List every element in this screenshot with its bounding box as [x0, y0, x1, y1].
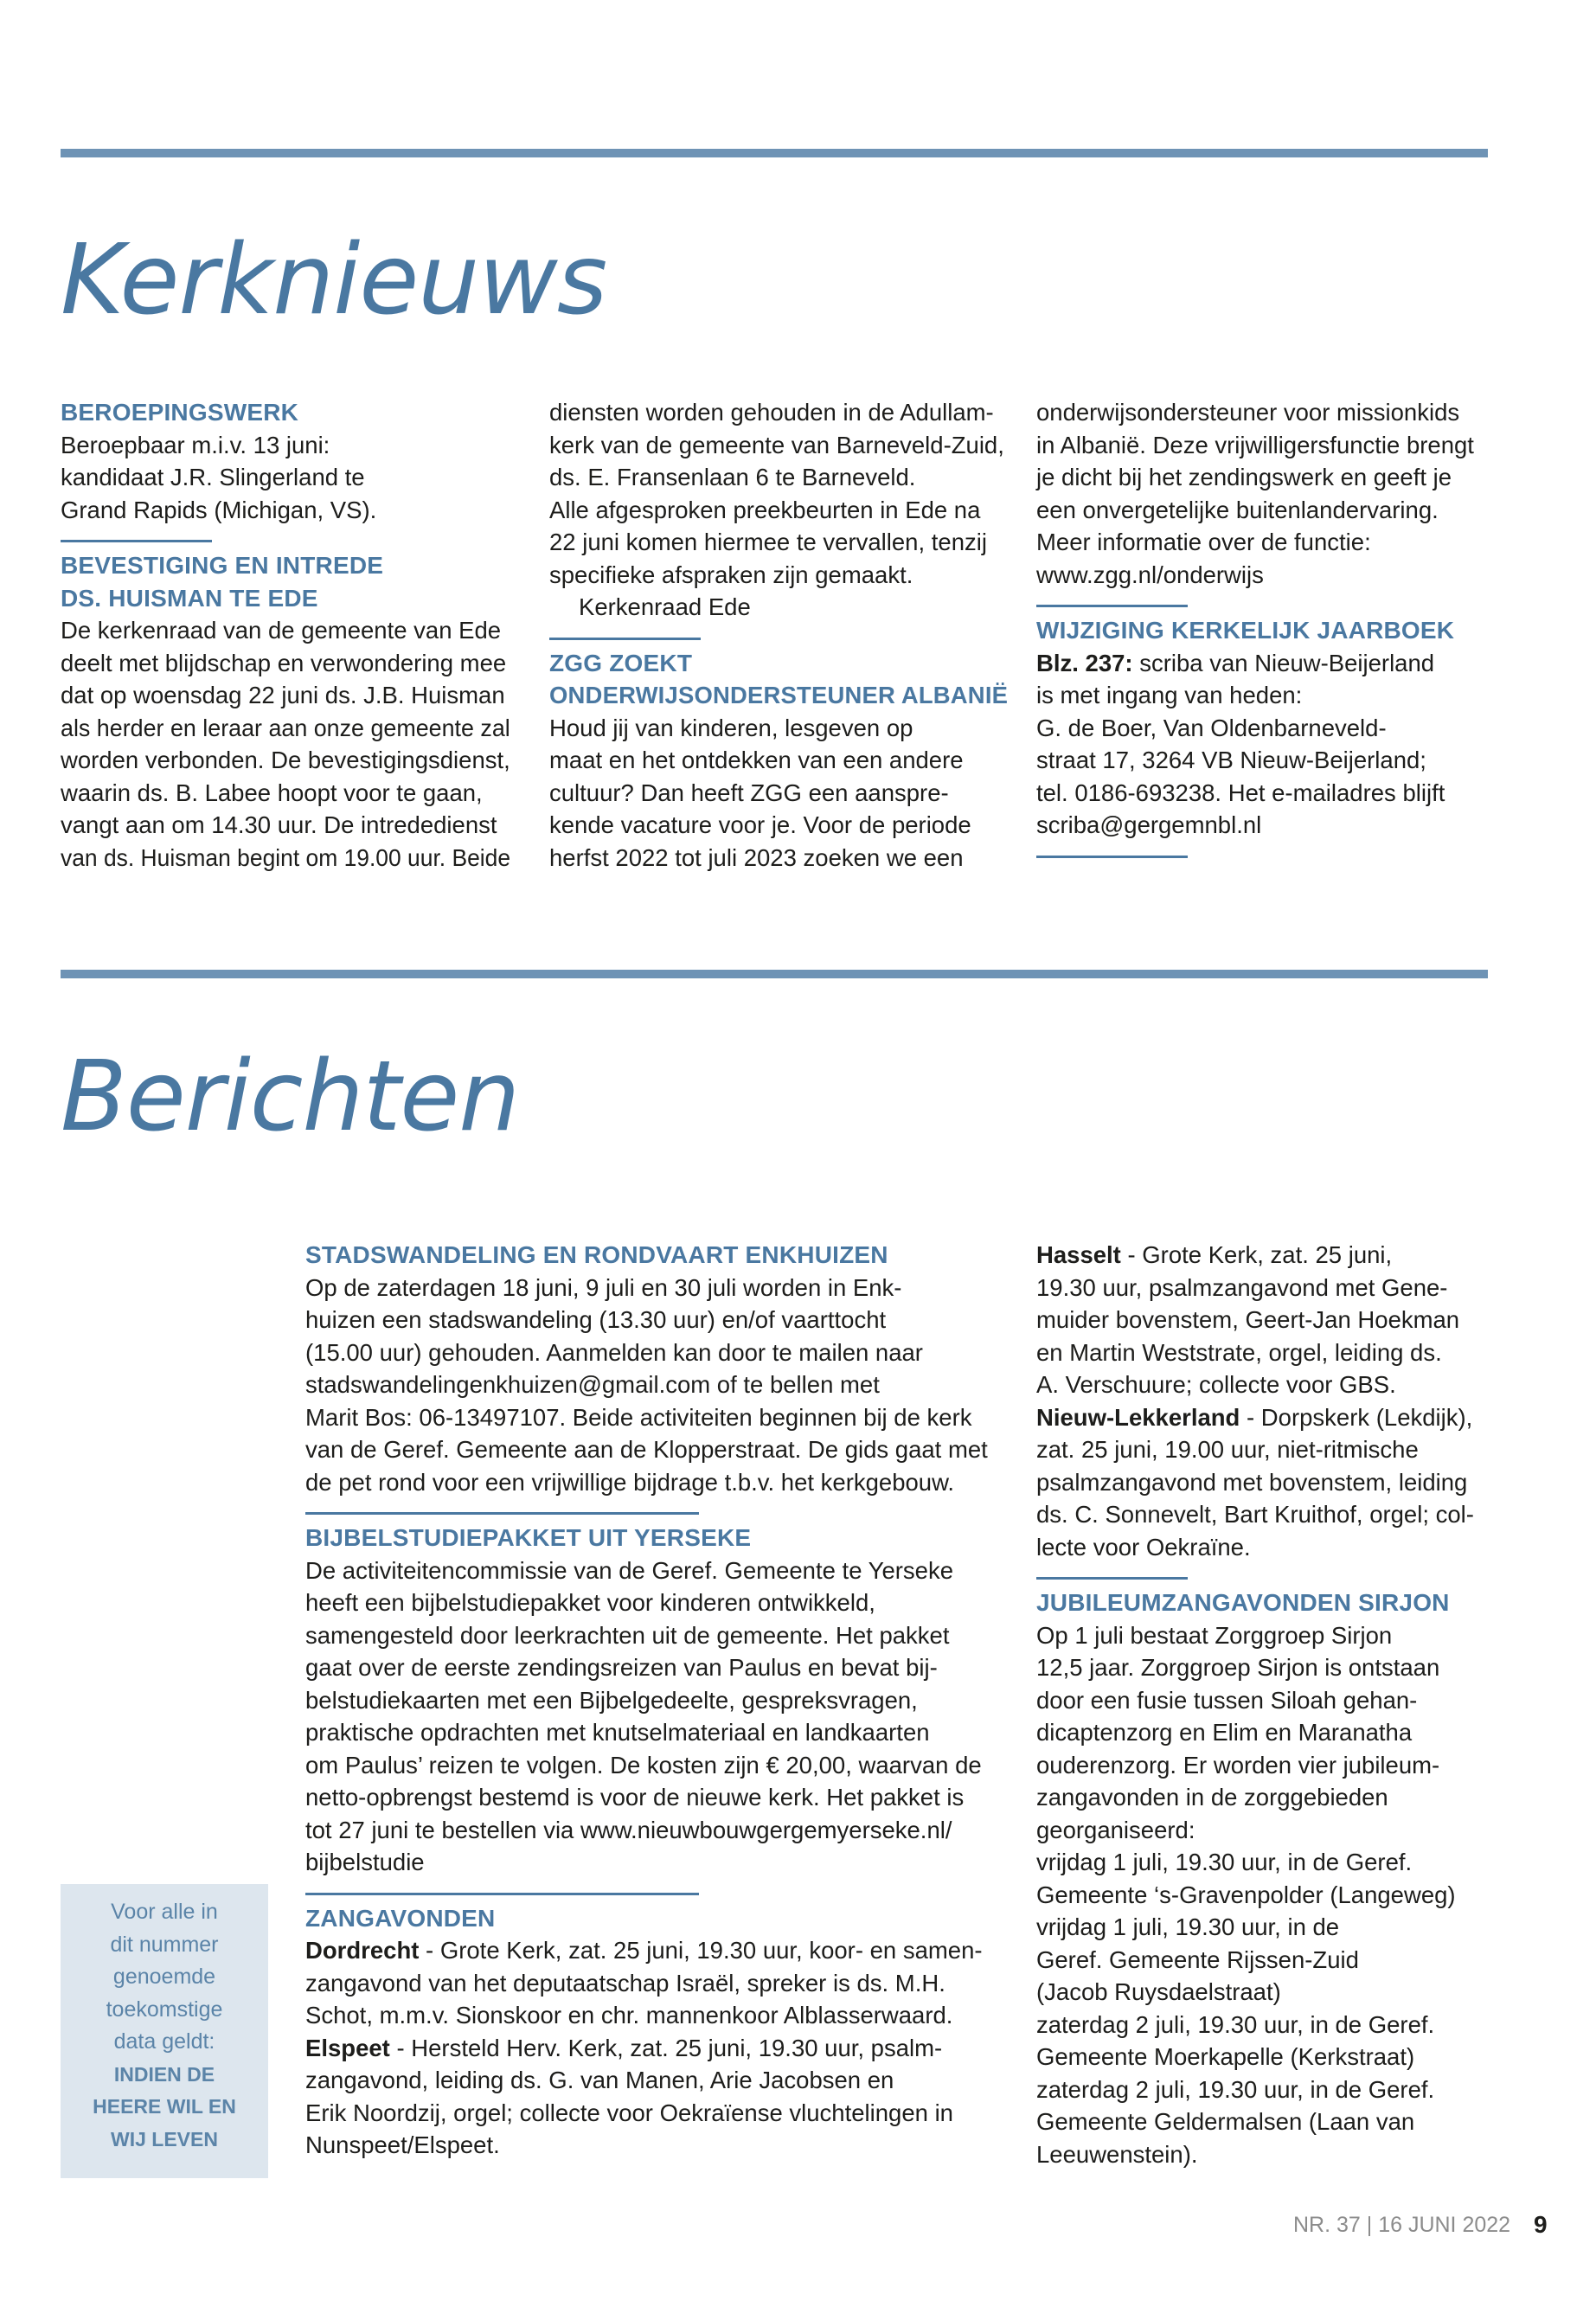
text-line: om Paulus’ reizen te volgen. De kosten zijn € 20,00, waarvan de	[305, 1751, 982, 1779]
heading-bevestiging-line-1: BEVESTIGING EN INTREDE	[61, 552, 384, 579]
text-line: Grand Rapids (Michigan, VS).	[61, 496, 377, 523]
article-separator	[305, 1512, 699, 1515]
kerknieuws-column-2	[549, 396, 1008, 874]
text-line: zangavond van het deputaatschap Israël, spreker is ds. M.H.	[305, 1969, 945, 1997]
text-line: Leeuwenstein).	[1036, 2140, 1198, 2168]
text-line: deelt met blijdschap en verwondering mee	[61, 649, 507, 676]
article-separator	[305, 1893, 699, 1895]
sidebar-bold-line: HEERE WIL EN	[93, 2095, 236, 2118]
page-number: 9	[1534, 2211, 1548, 2238]
text-line: worden verbonden. De bevestigingsdienst,	[61, 747, 510, 773]
text-line: zaterdag 2 juli, 19.30 uur, in de Geref.	[1036, 2075, 1435, 2103]
text-line: cultuur? Dan heeft ZGG een aanspre-	[549, 779, 949, 806]
text-line: dat op woensdag 22 juni ds. J.B. Huisman	[61, 682, 505, 708]
text-line: herfst 2022 tot juli 2023 zoeken we een	[549, 843, 964, 871]
text-line: zat. 25 juni, 19.00 uur, niet-ritmische	[1036, 1436, 1419, 1463]
text-line: 22 juni komen hiermee te vervallen, tenzij	[549, 529, 987, 555]
text-line: bijbelstudie	[305, 1849, 425, 1875]
text-line: ouderenzorg. Er worden vier jubileum-	[1036, 1751, 1440, 1779]
text-line: als herder en leraar aan onze gemeente zal	[61, 714, 510, 741]
text-line: 12,5 jaar. Zorggroep Sirjon is ontstaan	[1036, 1654, 1440, 1681]
text-line: zangavonden in de zorggebieden	[1036, 1784, 1388, 1811]
text-line: Houd jij van kinderen, lesgeven op	[549, 714, 913, 741]
text-line	[1036, 647, 1503, 680]
text-line: De activiteitencommissie van de Geref. Gemeente te Yerseke	[305, 1556, 953, 1584]
text-line: G. de Boer, Van Oldenbarneveld-	[1036, 714, 1387, 741]
lekkerland-text: - Dorpskerk (Lekdijk),	[1240, 1403, 1473, 1431]
text-line: de pet rond voor een vrijwillige bijdrage t.b.v. het kerkgebouw.	[305, 1468, 955, 1496]
text-line: in Albanië. Deze vrijwilligersfunctie brengt	[1036, 431, 1474, 458]
text-line: muider bovenstem, Geert-Jan Hoekman	[1036, 1306, 1460, 1333]
article-separator	[1036, 605, 1188, 607]
sidebar-bold-line: WIJ LEVEN	[111, 2127, 218, 2150]
text-line: en Martin Weststrate, orgel, leiding ds.	[1036, 1338, 1442, 1366]
article-separator	[1036, 856, 1188, 858]
elspeet-text: - Hersteld Herv. Kerk, zat. 25 juni, 19.30 uur, psalm-	[389, 2034, 943, 2061]
text-line: stadswandelingenkhuizen@gmail.com of te bellen met	[305, 1371, 880, 1398]
heading-zangavonden: ZANGAVONDEN	[305, 1904, 496, 1932]
heading-bevestiging-line-2: DS. HUISMAN TE EDE	[61, 584, 318, 612]
link-zgg-onderwijs: www.zgg.nl/onderwijs	[1036, 561, 1264, 588]
place-dordrecht: Dordrecht	[305, 1937, 420, 1964]
text-line: je dicht bij het zendingswerk en geeft je	[1036, 464, 1452, 490]
sidebar-line: dit nummer	[110, 1932, 219, 1957]
text-line: Gemeente ‘s-Gravenpolder (Langeweg)	[1036, 1881, 1456, 1908]
heading-beroepingswerk: BEROEPINGSWERK	[61, 399, 299, 426]
text-line: van de Geref. Gemeente aan de Klopperstraat. De gids gaat met	[305, 1436, 988, 1463]
text-line: zaterdag 2 juli, 19.30 uur, in de Geref.	[1036, 2010, 1435, 2038]
text-line: vrijdag 1 juli, 19.30 uur, in de Geref.	[1036, 1849, 1413, 1875]
text-line: Geref. Gemeente Rijssen-Zuid	[1036, 1945, 1359, 1973]
section-rule-berichten	[61, 970, 1488, 978]
text-line: een onvergetelijke buitenlandervaring.	[1036, 496, 1439, 523]
text-line: Gemeente Moerkapelle (Kerkstraat)	[1036, 2043, 1415, 2070]
sidebar-line: Voor alle in	[111, 1900, 218, 1924]
text-line: Meer informatie over de functie:	[1036, 529, 1371, 555]
email-scriba: scriba@gergemnbl.nl	[1036, 811, 1262, 838]
place-nieuw-lekkerland: Nieuw-Lekkerland	[1036, 1403, 1240, 1431]
text-line: gaat over de eerste zendingsreizen van Paulus en bevat bij-	[305, 1654, 938, 1681]
heading-stadswandeling: STADSWANDELING EN RONDVAART ENKHUIZEN	[305, 1241, 888, 1268]
text-line: vangt aan om 14.30 uur. De intrededienst	[61, 811, 497, 838]
text-line	[1036, 1401, 1503, 1434]
text-line: heeft een bijbelstudiepakket voor kinderen ontwikkeld,	[305, 1589, 875, 1616]
text-line: netto-opbrengst bestemd is voor de nieuwe kerk. Het pakket is	[305, 1784, 965, 1811]
berichten-column-1	[305, 1239, 997, 2162]
hasselt-text: - Grote Kerk, zat. 25 juni,	[1120, 1241, 1393, 1268]
heading-bijbelstudie: BIJBELSTUDIEPAKKET UIT YERSEKE	[305, 1524, 752, 1551]
article-separator	[61, 540, 212, 542]
text-line: kandidaat J.R. Slingerland te	[61, 464, 365, 490]
text-line: (Jacob Ruysdaelstraat)	[1036, 1978, 1281, 2005]
heading-jaarboek: WIJZIGING KERKELIJK JAARBOEK	[1036, 617, 1455, 644]
text-line: straat 17, 3264 VB Nieuw-Beijerland;	[1036, 747, 1426, 773]
text-line: 19.30 uur, psalmzangavond met Gene-	[1036, 1273, 1448, 1301]
text-line: is met ingang van heden:	[1036, 682, 1303, 708]
text-line: Op 1 juli bestaat Zorggroep Sirjon	[1036, 1621, 1393, 1649]
kerknieuws-column-1	[61, 396, 510, 874]
text-line: A. Verschuure; collecte voor GBS.	[1036, 1371, 1396, 1398]
place-elspeet: Elspeet	[305, 2034, 390, 2061]
text-line: tot 27 juni te bestellen via www.nieuwbouwgergemyerseke.nl/	[305, 1816, 952, 1843]
section-title-berichten: Berichten	[61, 1041, 520, 1153]
article-separator	[549, 638, 701, 640]
heading-zgg-line-2: ONDERWIJSONDERSTEUNER ALBANIË	[549, 682, 1009, 708]
text-line: Beroepbaar m.i.v. 13 juni:	[61, 431, 330, 458]
text-line: De kerkenraad van de gemeente van Ede	[61, 617, 502, 644]
text-line	[305, 1934, 997, 1967]
section-title-kerknieuws: Kerknieuws	[61, 224, 607, 336]
berichten-column-2	[1036, 1239, 1503, 2170]
text-line: praktische opdrachten met knutselmateriaal en landkaarten	[305, 1719, 930, 1746]
text-line: Nunspeet/Elspeet.	[305, 2131, 500, 2158]
text-line: georganiseerd:	[1036, 1816, 1195, 1843]
text-line: samengesteld door leerkrachten uit de gemeente. Het pakket	[305, 1621, 950, 1649]
heading-jubileum: JUBILEUMZANGAVONDEN SIRJON	[1036, 1589, 1450, 1616]
text-line	[1036, 1239, 1503, 1272]
text-line: diensten worden gehouden in de Adullam-	[549, 399, 994, 426]
text-line	[305, 2032, 997, 2065]
sidebar-line: toekomstige	[106, 1997, 223, 2022]
text-line: Schot, m.m.v. Sionskoor en chr. mannenkoor Alblasserwaard.	[305, 2002, 953, 2029]
text-line: belstudiekaarten met een Bijbelgedeelte, gespreksvragen,	[305, 1686, 918, 1714]
sidebar-bold-line: INDIEN DE	[113, 2062, 215, 2086]
text-line: huizen een stadswandeling (13.30 uur) en/of vaarttocht	[305, 1306, 887, 1333]
text-line: kerk van de gemeente van Barneveld-Zuid,	[549, 431, 1004, 458]
footer-issue: NR. 37 | 16 JUNI 2022	[1293, 2213, 1511, 2237]
sidebar-line: data geldt:	[113, 2029, 215, 2054]
text-line: maat en het ontdekken van een andere	[549, 747, 964, 773]
text-line: Alle afgesproken preekbeurten in Ede na	[549, 496, 981, 523]
sidebar-line: genoemde	[112, 1965, 216, 1989]
article-separator	[1036, 1577, 1188, 1580]
text-line: ds. E. Fransenlaan 6 te Barneveld.	[549, 464, 916, 490]
blz-text: scriba van Nieuw-Beijerland	[1132, 649, 1435, 676]
text-line: kende vacature voor je. Voor de periode	[549, 811, 971, 838]
sidebar-disclaimer	[61, 1884, 268, 2178]
text-line: vrijdag 1 juli, 19.30 uur, in de	[1036, 1913, 1340, 1940]
kerknieuws-column-3	[1036, 396, 1503, 865]
signature-kerkenraad: Kerkenraad Ede	[579, 593, 751, 620]
text-line: onderwijsondersteuner voor missionkids	[1036, 399, 1460, 426]
text-line: tel. 0186-693238. Het e-mailadres blijft	[1036, 779, 1445, 806]
text-line: Op de zaterdagen 18 juni, 9 juli en 30 juli worden in Enk-	[305, 1273, 902, 1301]
blz-label: Blz. 237:	[1036, 649, 1133, 676]
text-line: ds. C. Sonnevelt, Bart Kruithof, orgel; col-	[1036, 1501, 1474, 1528]
text-line: waarin ds. B. Labee hoopt voor te gaan,	[61, 779, 483, 806]
text-line: psalmzangavond met bovenstem, leiding	[1036, 1468, 1468, 1496]
dordrecht-text: - Grote Kerk, zat. 25 juni, 19.30 uur, koor- en samen-	[419, 1937, 983, 1964]
text-line: Marit Bos: 06-13497107. Beide activiteiten beginnen bij de kerk	[305, 1403, 972, 1431]
text-line: zangavond, leiding ds. G. van Manen, Arie Jacobsen en	[305, 2067, 894, 2093]
heading-zgg-line-1: ZGG ZOEKT	[549, 649, 693, 676]
text-line: (15.00 uur) gehouden. Aanmelden kan door te mailen naar	[305, 1338, 923, 1366]
place-hasselt: Hasselt	[1036, 1241, 1121, 1268]
text-line: Erik Noordzij, orgel; collecte voor Oekraïense vluchtelingen in	[305, 2099, 953, 2126]
section-rule-kerknieuws	[61, 149, 1488, 157]
text-line: Gemeente Geldermalsen (Laan van	[1036, 2108, 1415, 2135]
text-line: specifieke afspraken zijn gemaakt.	[549, 561, 913, 588]
text-line: lecte voor Oekraïne.	[1036, 1533, 1251, 1561]
text-line: door een fusie tussen Siloah gehan-	[1036, 1686, 1418, 1714]
text-line: van ds. Huisman begint om 19.00 uur. Beide	[61, 843, 511, 871]
text-line: dicaptenzorg en Elim en Maranatha	[1036, 1719, 1413, 1746]
